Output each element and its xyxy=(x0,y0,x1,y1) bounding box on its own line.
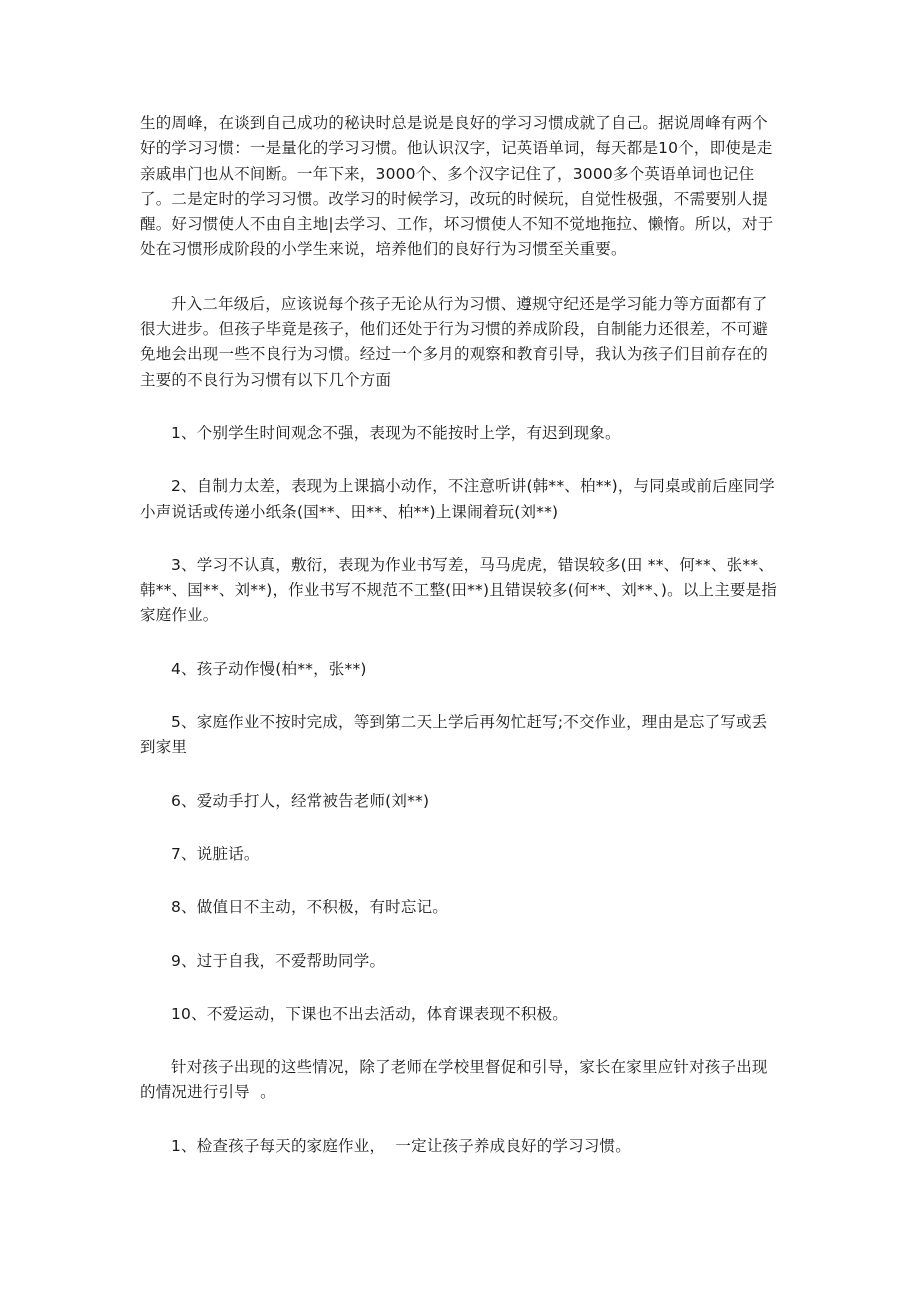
list-item-advice-1: 1、检查孩子每天的家庭作业， 一定让孩子养成良好的学习习惯。 xyxy=(171,1136,631,1155)
list-item-issue-3: 3、学习不认真，敷衍，表现为作业书写差，马马虎虎，错误较多(田 **、何**、张**、韩**、国**、刘**)，作业书写不规范不工整(田**)且错误较多(何**、刘**、)。以上主要是指家庭作业。 xyxy=(140,555,777,625)
list-item-issue-8: 8、做值日不主动，不积极，有时忘记。 xyxy=(171,898,448,917)
list-item-issue-1: 1、个别学生时间观念不强，表现为不能按时上学，有迟到现象。 xyxy=(171,423,621,442)
document-body xyxy=(140,111,782,1159)
list-item-issue-4: 4、孩子动作慢(柏**，张**) xyxy=(171,659,367,678)
list-item-issue-5: 5、家庭作业不按时完成，等到第二天上学后再匆忙赶写;不交作业，理由是忘了写或丢到家里 xyxy=(140,713,768,757)
list-item-issue-10: 10、不爱运动，下课也不出去活动，体育课表现不积极。 xyxy=(171,1004,568,1023)
paragraph-guidance: 针对孩子出现的这些情况，除了老师在学校里督促和引导，家长在家里应针对孩子出现的情况进行引导 。 xyxy=(140,1058,768,1102)
paragraph-grade-two: 升入二年级后，应该说每个孩子无论从行为习惯、遵规守纪还是学习能力等方面都有了很大进步。但孩子毕竟是孩子，他们还处于行为习惯的养成阶段，自制能力还很差，不可避免地会出现一些不良行为习惯。经过一个多月的观察和教育引导，我认为孩子们目前存在的主要的不良行为习惯有以下几个方面 xyxy=(140,294,769,389)
list-item-issue-6: 6、爱动手打人，经常被告老师(刘**) xyxy=(171,791,430,810)
list-item-issue-2: 2、自制力太差，表现为上课搞小动作，不注意听讲(韩**、柏**)，与同桌或前后座同学小声说话或传递小纸条(国**、田**、柏**)上课闹着玩(刘**) xyxy=(140,477,775,521)
list-item-issue-7: 7、说脏话。 xyxy=(171,844,260,863)
paragraph-intro: 生的周峰，在谈到自己成功的秘诀时总是说是良好的学习习惯成就了自己。据说周峰有两个好的学习习惯：一是量化的学习习惯。他认识汉字，记英语单词，每天都是10个，即使是走亲戚串门也从不间断。一年下来，3000个、多个汉字记住了，3000多个英语单词也记住了。二是定时的学习习惯。改学习的时候学习，改玩的时候玩，自觉性极强，不需要别人提醒。好习惯使人不由自主地|去学习、工作，坏习惯使人不知不觉地拖拉、懒惰。所以，对于处在习惯形成阶段的小学生来说，培养他们的良好行为习惯至关重要。 xyxy=(140,114,774,259)
list-item-issue-9: 9、过于自我，不爱帮助同学。 xyxy=(171,951,386,970)
